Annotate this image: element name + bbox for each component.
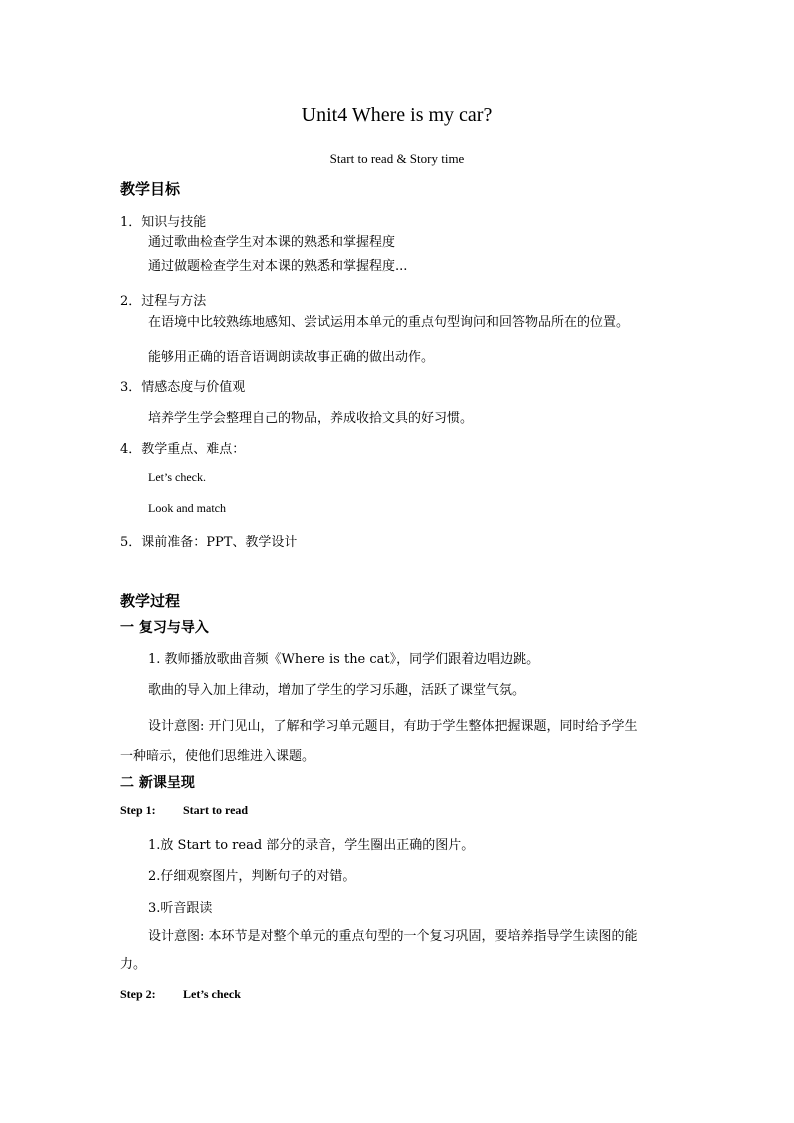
- step-1-item-1: 1.放 Start to read 部分的录音，学生圈出正确的图片。: [148, 838, 475, 853]
- goal-4-line-1: Let’s check.: [148, 470, 206, 484]
- section-1-para-3a: 设计意图: 开门见山，了解和学习单元题目，有助于学生整体把握课题，同时给予学生: [148, 719, 638, 734]
- document-subtitle: Start to read & Story time: [329, 151, 465, 166]
- goal-4-line-2: Look and match: [148, 501, 226, 515]
- goal-3-label: 3．情感态度与价值观: [120, 380, 246, 395]
- process-heading: 教学过程: [120, 592, 181, 610]
- section-2-heading: 二 新课呈现: [120, 775, 195, 791]
- step-1-title: Start to read: [183, 803, 249, 817]
- step-2-label: Step 2:: [120, 987, 156, 1001]
- goal-2-line-2: 能够用正确的语音语调朗读故事正确的做出动作。: [148, 350, 435, 365]
- goal-1-line-2: 通过做题检查学生对本课的熟悉和掌握程度...: [148, 259, 408, 274]
- step-1-label: Step 1:: [120, 803, 156, 817]
- goal-1-line-1: 通过歌曲检查学生对本课的熟悉和掌握程度: [148, 235, 396, 250]
- goal-1-label: 1．知识与技能: [120, 215, 207, 230]
- goal-5-label: 5．课前准备：PPT、教学设计: [120, 535, 298, 550]
- goal-2-label: 2．过程与方法: [120, 294, 207, 309]
- step-1-intent-a: 设计意图: 本环节是对整个单元的重点句型的一个复习巩固，要培养指导学生读图的能: [148, 929, 638, 944]
- goals-heading: 教学目标: [120, 180, 181, 198]
- goal-3-line-1: 培养学生学会整理自己的物品，养成收拾文具的好习惯。: [148, 411, 474, 426]
- section-1-para-3b: 一种暗示，使他们思维进入课题。: [120, 749, 316, 764]
- goal-2-line-1: 在语境中比较熟练地感知、尝试运用本单元的重点句型询问和回答物品所在的位置。: [148, 315, 630, 330]
- step-2-title: Let’s check: [183, 987, 241, 1001]
- document-title: Unit4 Where is my car?: [301, 104, 493, 126]
- goal-4-label: 4．教学重点、难点：: [120, 442, 246, 457]
- section-1-para-1: 1. 教师播放歌曲音频《Where is the cat》，同学们跟着边唱边跳。: [148, 652, 540, 667]
- section-1-heading: 一 复习与导入: [120, 620, 209, 636]
- step-1-intent-b: 力。: [120, 957, 147, 972]
- step-1-item-2: 2.仔细观察图片，判断句子的对错。: [148, 869, 356, 884]
- step-1-item-3: 3.听音跟读: [148, 901, 213, 916]
- section-1-para-2: 歌曲的导入加上律动，增加了学生的学习乐趣，活跃了课堂气氛。: [148, 683, 526, 698]
